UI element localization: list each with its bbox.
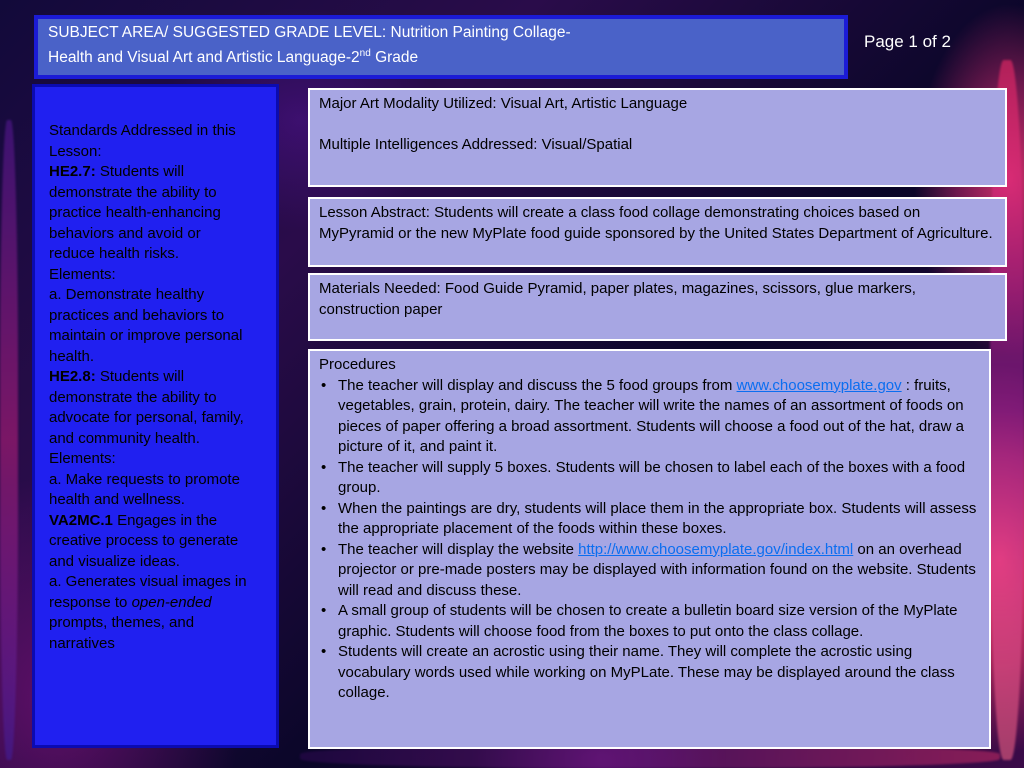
title-line-2: [48, 43, 834, 68]
spacer: [319, 115, 996, 135]
list-item: [319, 540, 980, 602]
choosemyplate-index-link[interactable]: http://www.choosemyplate.gov/index.html: [578, 540, 854, 558]
standard-va2mc1: [49, 511, 250, 573]
list-item: [319, 499, 980, 540]
standard-va2mc1-code: VA2MC.1: [49, 511, 113, 529]
standard-he28-text: Students will demonstrate the ability to advocate for personal, family, and community health.: [49, 368, 244, 447]
item-text: When the paintings are dry, students will place them in the appropriate box. Students will assess the appropriate placement of the foods within these boxes.: [338, 499, 977, 537]
title-line-2-prefix: Health and Visual Art and Artistic Language-2: [48, 49, 360, 67]
item-text: The teacher will supply 5 boxes. Students will be chosen to label each of the boxes with a food group.: [338, 458, 966, 496]
standards-panel: [32, 84, 279, 748]
list-item: [319, 376, 980, 458]
procedures-title: Procedures: [319, 356, 396, 373]
page-indicator: Page 1 of 2: [864, 32, 951, 51]
subject-title-box: [34, 15, 848, 79]
title-superscript: nd: [359, 48, 371, 59]
bullet: •: [321, 643, 327, 660]
bullet: •: [321, 376, 327, 394]
va-element-a-italic: open-ended: [131, 593, 212, 611]
list-item: [319, 642, 980, 704]
standard-he28: [49, 367, 250, 449]
standard-he27-text: Students will demonstrate the ability to practice health-enhancing behaviors and avoid or reduce health risks.: [49, 163, 221, 262]
choosemyplate-link[interactable]: www.choosemyplate.gov: [736, 376, 902, 394]
art-modality-text: Major Art Modality Utilized: Visual Art, Artistic Language: [319, 95, 688, 112]
modality-panel: [308, 88, 1007, 187]
elements-label: Elements:: [49, 450, 116, 467]
elements-label: Elements:: [49, 265, 116, 283]
standard-va2mc1-text: Engages in the creative process to generate and visualize ideas.: [49, 511, 239, 570]
title-line-1: SUBJECT AREA/ SUGGESTED GRADE LEVEL: Nutrition Painting Collage-: [48, 24, 571, 41]
materials-panel: [308, 273, 1007, 341]
standard-va2mc1-element-a: [49, 572, 250, 654]
standards-intro: Standards Addressed in this Lesson:: [49, 122, 236, 160]
item-text: Students will create an acrostic using their name. They will complete the acrostic using vocabulary words used while working on MyPLate. These may be displayed around the class collage.: [338, 643, 955, 701]
va-element-a-post: prompts, themes, and narratives: [49, 614, 195, 652]
bullet: •: [321, 540, 327, 558]
bullet: •: [321, 602, 327, 619]
intelligences-text: Multiple Intelligences Addressed: Visual/Spatial: [319, 135, 633, 153]
standard-he27: [49, 162, 250, 265]
item-text: The teacher will display and discuss the 5 food groups from: [338, 376, 737, 394]
procedures-list: [319, 376, 980, 704]
va-element-a-pre: a. Generates visual images in response to: [49, 573, 247, 611]
bullet: •: [321, 458, 327, 476]
lesson-abstract-text: Lesson Abstract: Students will create a class food collage demonstrating choices based on MyPyramid or the new MyPlate food guide sponsored by the United States Department of Agriculture.: [319, 204, 993, 242]
procedures-panel: [308, 349, 991, 749]
standard-he27-code: HE2.7:: [49, 163, 96, 180]
item-text: A small group of students will be chosen to create a bulletin board size version of the MyPlate graphic. Students will choose food from the boxes to put onto the class collage.: [338, 602, 958, 640]
item-text: : fruits, vegetables, grain, protein, dairy. The teacher will write the names of an assortment of foods on pieces of paper offering a broad assortment. Students will choose a food out of the hat, draw a picture of it, and paint it.: [338, 376, 964, 455]
standard-he28-element-a: a. Make requests to promote health and wellness.: [49, 470, 240, 508]
list-item: [319, 601, 980, 642]
item-text: The teacher will display the website: [338, 540, 579, 558]
background-stripe-left: [0, 120, 18, 760]
title-line-2-suffix: Grade: [370, 49, 419, 67]
bullet: •: [321, 499, 327, 517]
materials-text: Materials Needed: Food Guide Pyramid, paper plates, magazines, scissors, glue markers, construction paper: [319, 280, 916, 318]
lesson-abstract-panel: [308, 197, 1007, 267]
list-item: [319, 458, 980, 499]
standard-he27-element-a: a. Demonstrate healthy practices and behaviors to maintain or improve personal health.: [49, 286, 243, 365]
item-text: on an overhead projector or pre-made posters may be displayed with information found on the website. Students will read and discuss these.: [338, 540, 976, 599]
standard-he28-code: HE2.8:: [49, 368, 96, 385]
